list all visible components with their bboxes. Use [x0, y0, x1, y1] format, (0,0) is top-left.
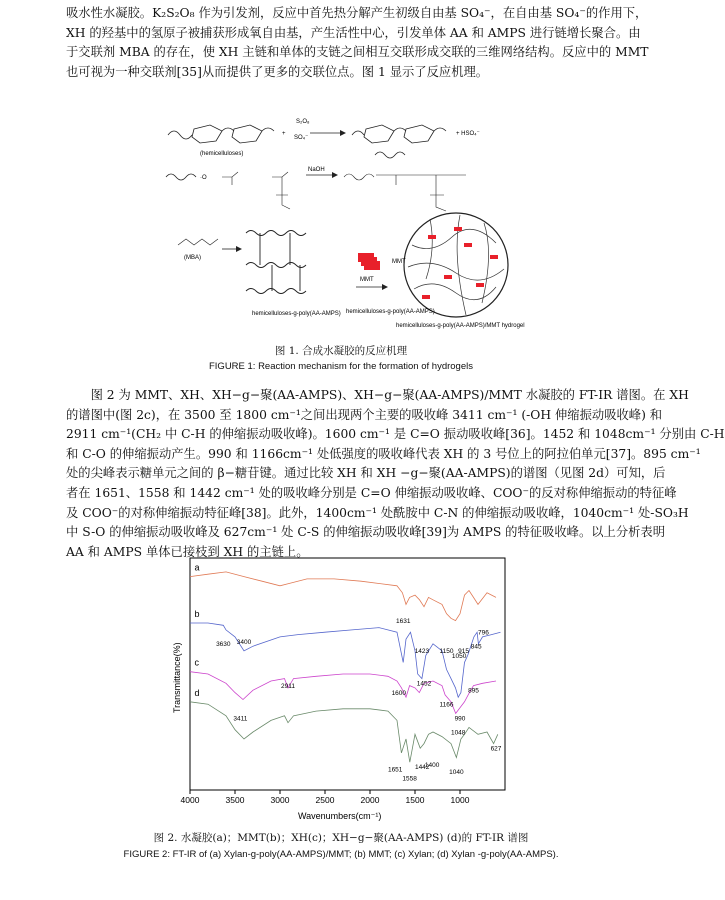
plus-sign: + — [282, 131, 286, 137]
arrow-head — [382, 284, 388, 290]
arrow-head — [332, 172, 338, 178]
text-line: AA 和 AMPS 单体已接枝到 XH 的主链上。 — [66, 544, 309, 559]
peak-label: 1423 — [414, 648, 430, 656]
grafted-chain — [344, 174, 466, 211]
text-line: 和 C-O 的伸缩振动产生。990 和 1166cm⁻¹ 处低强度的吸收峰代表 XH 的 3 号位上的阿拉伯单元[37]。895 cm⁻¹ — [66, 446, 701, 461]
peak-label: 845 — [470, 643, 482, 651]
paragraph-2 — [66, 386, 725, 562]
product1-label: hemicelluloses-g-poly(AA-AMPS) — [252, 311, 341, 317]
x-axis-label: Wavenumbers(cm⁻¹) — [298, 811, 382, 821]
x-tick-label: 3000 — [270, 795, 290, 805]
peak-label: 1050 — [451, 652, 467, 660]
peak-label: 1558 — [402, 775, 417, 783]
peak-label: 796 — [477, 629, 489, 637]
series-line-a — [190, 572, 496, 621]
so4-label: SO₄⁻ — [294, 135, 309, 141]
curve-label-d: d — [194, 687, 200, 698]
arrow-head — [340, 130, 346, 136]
figure2-caption-cn: 图 2. 水凝胶(a)；MMT(b)；XH(c)；XH−g−聚(AA-AMPS) (d)的 FT-IR 谱图 — [153, 832, 529, 844]
text-line: 的谱图中(图 2c)，在 3500 至 1800 cm⁻¹之间出现两个主要的吸收峰 3411 cm⁻¹ (-OH 伸缩振动吸收峰) 和 — [66, 407, 663, 422]
hydrogel-sphere — [404, 213, 508, 317]
text-line: 2911 cm⁻¹(CH₂ 中 C-H 的伸缩振动吸收峰)。1600 cm⁻¹ 是 C=O 振动吸收峰[36]。1452 和 1048cm⁻¹ 分别由 C-H — [66, 427, 725, 442]
mmt-box-label: MMT — [360, 277, 374, 283]
text-line: 于交联剂 MBA 的存在，使 XH 主链和单体的支链之间相互交联形成交联的三维网络结构。反应中的 MMT — [66, 45, 649, 60]
peak-label: 3630 — [216, 641, 231, 649]
peak-label: 1166 — [439, 701, 454, 709]
peak-label: 1040 — [449, 768, 464, 776]
monomer-structures — [222, 172, 290, 209]
peak-label: 2911 — [281, 682, 296, 690]
text-line: XH 的羟基中的氢原子被捕获形成氧自由基，产生活性中心，引发单体 AA 和 AMPS 进行链增长聚合。由 — [66, 25, 641, 40]
x-tick-label: 3500 — [225, 795, 245, 805]
peak-label: 1452 — [416, 680, 432, 688]
text-line: 及 COO⁻的对称伸缩振动特征峰[38]。此外，1400cm⁻¹ 处酰胺中 C-N 的伸缩振动吸收峰，1040cm⁻¹ 处-SO₃H — [66, 505, 689, 520]
text-line: 图 2 为 MMT、XH、XH−g−聚(AA-AMPS)、XH−g−聚(AA-AMPS)/MMT 水凝胶的 FT-IR 谱图。在 XH — [66, 388, 689, 402]
peak-label: 1048 — [450, 729, 466, 737]
mmt-layer — [364, 261, 380, 270]
x-tick-label: 2500 — [315, 795, 335, 805]
naoh-label: NaOH — [308, 167, 325, 173]
peak-label: 1400 — [424, 761, 440, 769]
text-line: 中 S-O 的伸缩振动吸收峰及 627cm⁻¹ 处 C-S 的伸缩振动吸收峰[39]为 AMPS 的特征吸收峰。以上分析表明 — [66, 525, 666, 540]
hso4-label: + HSO₄⁻ — [456, 131, 480, 137]
curve-label-c: c — [194, 657, 199, 668]
chain-wave — [166, 174, 196, 180]
peak-label: 627 — [490, 745, 502, 753]
peak-label: 1600 — [391, 689, 407, 697]
paragraph-1 — [66, 4, 649, 82]
curve-label-b: b — [194, 608, 200, 619]
peak-label: 1442 — [414, 764, 430, 772]
y-axis-label: Transmittance(%) — [172, 642, 182, 713]
hemicellulose-chain — [168, 125, 274, 143]
ftir-chart — [172, 558, 510, 823]
series-line-b — [190, 623, 501, 697]
figure1-caption-cn: 图 1. 合成水凝胶的反应机理 — [274, 345, 408, 357]
x-tick-label: 2000 — [360, 795, 380, 805]
peak-label: 1150 — [439, 648, 454, 656]
radical-chain — [352, 125, 446, 158]
peak-label: 3411 — [233, 715, 248, 723]
x-tick-label: 1500 — [405, 795, 425, 805]
peak-label: 895 — [468, 687, 479, 695]
peak-label: 990 — [454, 715, 466, 723]
mba-structure — [178, 239, 218, 245]
x-tick-label: 1000 — [450, 795, 470, 805]
oh-group: ·O — [200, 175, 207, 181]
text-line: 者在 1651、1558 和 1442 cm⁻¹ 处的吸收峰分别是 C=O 伸缩振动吸收峰、COO⁻的反对称伸缩振动的特征峰 — [66, 485, 677, 500]
figure1-caption-en: FIGURE 1: Reaction mechanism for the formation of hydrogels — [208, 361, 473, 372]
text-line: 也可视为一种交联剂[35]从而提供了更多的交联位点。图 1 显示了反应机理。 — [66, 64, 489, 79]
peak-label: 3400 — [236, 638, 252, 646]
arrow-head — [236, 246, 242, 252]
x-tick-label: 4000 — [180, 795, 200, 805]
peak-label: 1651 — [387, 766, 403, 774]
crosslinked-network — [246, 231, 306, 294]
mba-label: (MBA) — [184, 255, 201, 261]
curve-label-a: a — [194, 562, 200, 573]
peak-label: 915 — [458, 648, 470, 656]
peak-label: 1631 — [395, 617, 411, 625]
figure2-caption-en: FIGURE 2: FT-IR of (a) Xylan-g-poly(AA-AMPS)/MMT; (b) MMT; (c) Xylan; (d) Xylan -g-poly(AA-AMPS). — [123, 849, 559, 860]
text-line: 吸水性水凝胶。K₂S₂O₈ 作为引发剂，反应中首先热分解产生初级自由基 SO₄⁻，在自由基 SO₄⁻的作用下， — [66, 6, 648, 20]
mmt-side-label: MMT — [392, 259, 406, 265]
product2-label: hemicelluloses-g-poly(AA-AMPS)/MMT hydrogel — [396, 323, 525, 329]
hemicelluloses-label: (hemicelluloses) — [200, 151, 244, 157]
s2o8-label: S₂O₈ — [296, 119, 310, 125]
product-mid-label: hemicelluloses-g-poly(AA-AMPS) — [346, 309, 435, 315]
reaction-mechanism-figure — [160, 115, 580, 335]
text-line: 处的尖峰表示糖单元之间的 β−糖苷键。通过比较 XH 和 XH −g−聚(AA-AMPS)的谱图（见图 2d）可知，后 — [66, 466, 666, 481]
